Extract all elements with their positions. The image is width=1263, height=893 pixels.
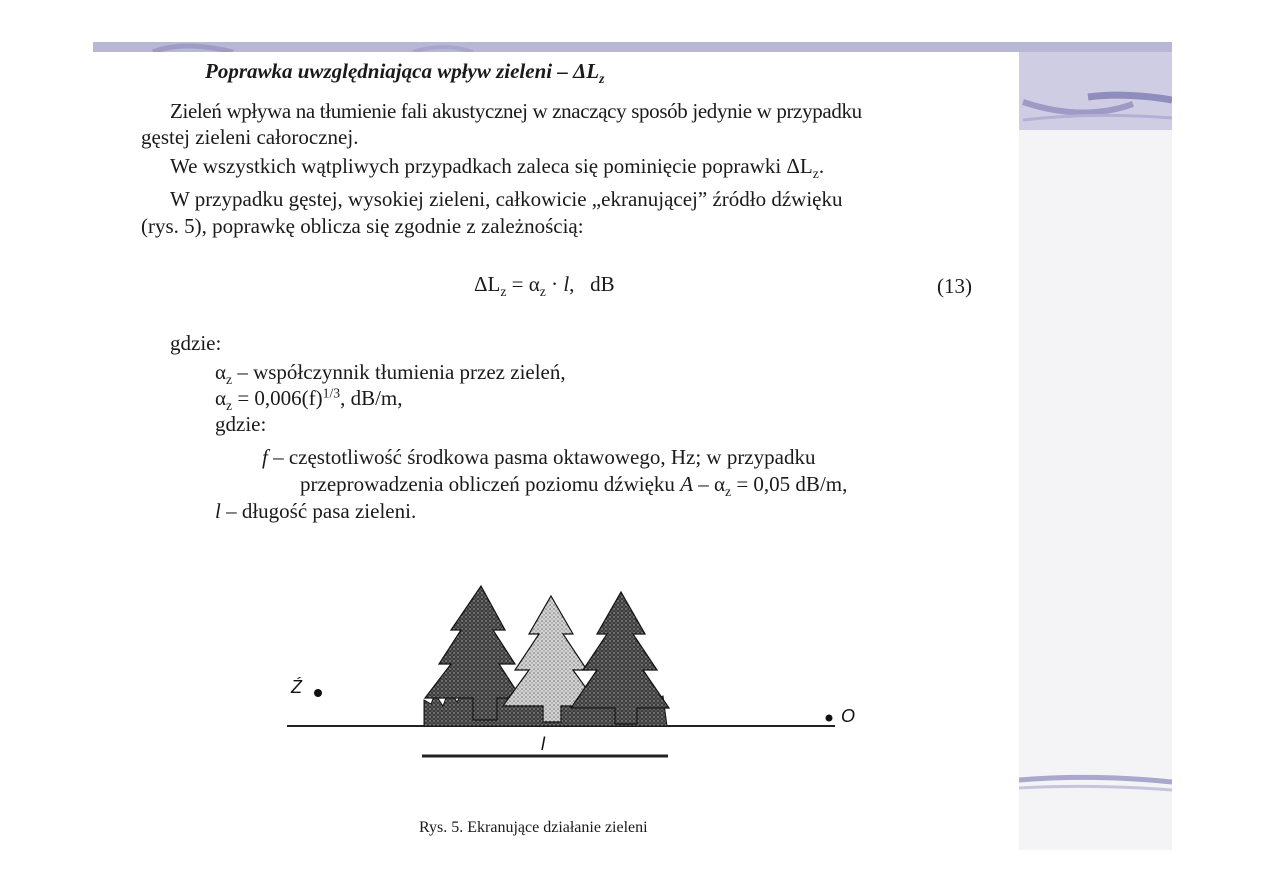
figure-caption: Rys. 5. Ekranujące działanie zieleni	[419, 819, 648, 836]
where-label-2: gdzie:	[215, 412, 267, 436]
length-label: l	[541, 734, 545, 754]
figure-green-screening	[285, 572, 865, 777]
source-label: Ź	[291, 677, 302, 697]
paragraph-3-line-1: W przypadku gęstej, wysokiej zieleni, całkowicie „ekranującej” źródło dźwięku	[170, 187, 843, 211]
paragraph-2: We wszystkich wątpliwych przypadkach zaleca się pominięcie poprawki $\Delta L_z$.	[170, 154, 825, 181]
scanned-page	[93, 52, 1019, 850]
slide	[93, 42, 1172, 850]
definition-alpha-equation: $\alpha_z = 0,006(f)^{1/3}$, dB/m,	[215, 385, 403, 413]
definition-alpha: $\alpha_z$ – współczynnik tłumienia przez zieleń,	[215, 360, 566, 387]
source-point	[314, 689, 322, 697]
formula-number: (13)	[937, 274, 972, 298]
tree-right	[571, 592, 669, 724]
paragraph-1-line-1: Zieleń wpływa na tłumienie fali akustycznej w znaczący sposób jedynie w przypadku	[170, 99, 862, 123]
definition-l: l – długość pasa zieleni.	[215, 499, 417, 523]
definition-f: f – częstotliwość środkowa pasma oktawowego, Hz; w przypadku	[262, 445, 816, 469]
observer-point	[826, 715, 833, 722]
formula: $\Delta L_z = \alpha_z \cdot l$, dB	[474, 272, 615, 299]
paragraph-3-line-2: (rys. 5), poprawkę oblicza się zgodnie z zależnością:	[141, 214, 584, 238]
paragraph-1-line-2: gęstej zieleni całorocznej.	[141, 125, 359, 149]
where-label: gdzie:	[170, 331, 222, 355]
observer-label: O	[841, 706, 856, 726]
section-title: Poprawka uwzględniająca wpływ zieleni – $\Delta L_z$	[205, 59, 605, 86]
definition-f-continued: przeprowadzenia obliczeń poziomu dźwięku $A - \alpha_z = 0,05$ dB/m,	[300, 472, 848, 499]
